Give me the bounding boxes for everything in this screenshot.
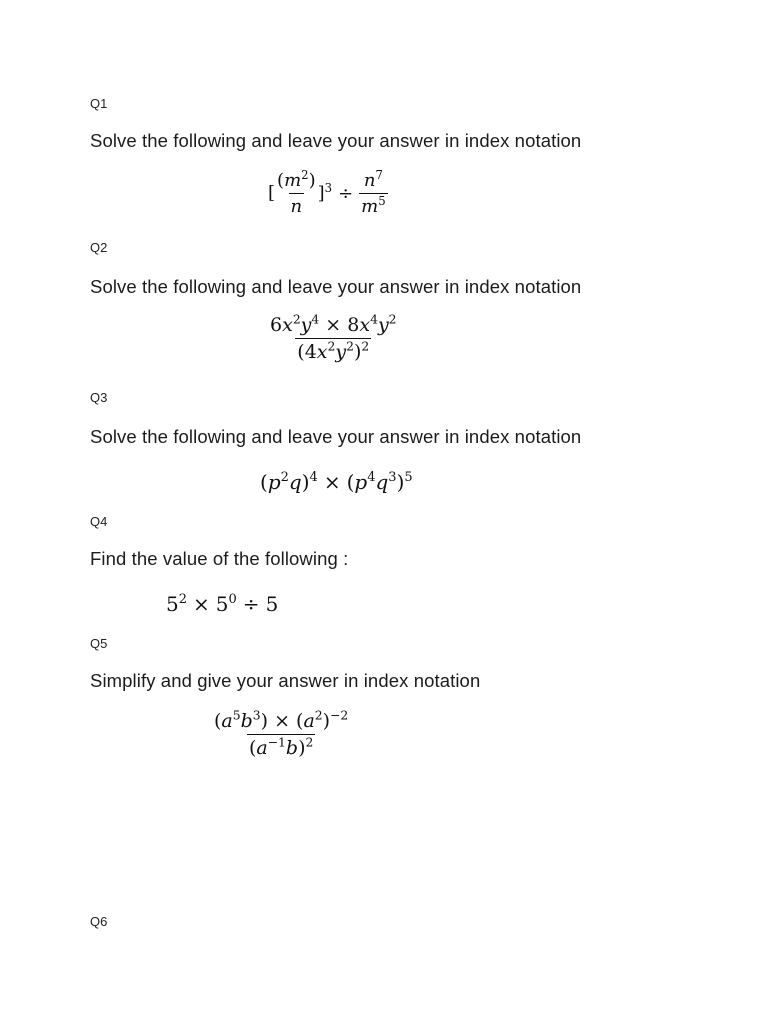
question-number: Q2: [90, 240, 108, 255]
math-expression-q2: $\frac{6x^2y^4 \times 8x^4y^2}{(4x^2y^2)^2}$: [270, 312, 397, 363]
question-prompt: Solve the following and leave your answer in index notation: [90, 276, 582, 297]
question-number: Q6: [90, 914, 108, 929]
question-number: Q1: [90, 96, 108, 111]
math-expression-q5: $\frac{(a^5b^3) \times (a^2)^{-2}}{(a^{-1}b)^2}$: [214, 708, 349, 759]
question-prompt: Solve the following and leave your answer in index notation: [90, 426, 582, 447]
math-expression-q3: $(p^2q)^4 \times (p^4q^3)^5$: [260, 470, 413, 494]
question-prompt: Solve the following and leave your answer in index notation: [90, 130, 582, 151]
question-prompt: Simplify and give your answer in index notation: [90, 670, 481, 691]
math-expression-q1: [ $\frac{(m^2)}{n}$ ]$^3$ ÷ $\frac{n^7}{m^5}$: [268, 167, 386, 217]
question-number: Q5: [90, 636, 108, 651]
question-number: Q3: [90, 390, 108, 405]
question-number: Q4: [90, 514, 108, 529]
question-prompt: Find the value of the following :: [90, 548, 349, 569]
math-expression-q4: $5^2 \times 5^0 \div 5$: [166, 592, 279, 616]
